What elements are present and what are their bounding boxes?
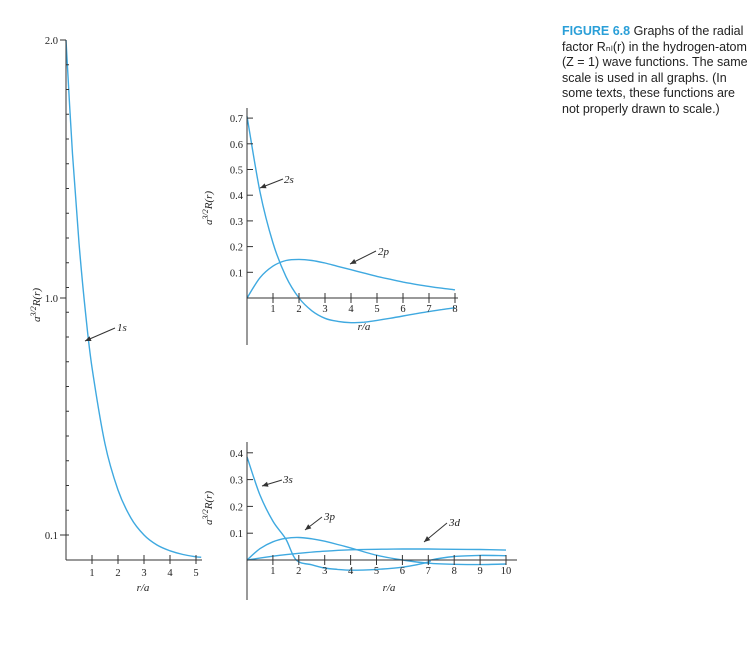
y-axis-title: $a^{3/2}R(r)$ bbox=[201, 190, 215, 226]
panel-2s-2p bbox=[201, 108, 458, 345]
x-tick-label: 8 bbox=[451, 566, 457, 577]
series-arrow-2s bbox=[260, 179, 283, 188]
x-tick-label: 10 bbox=[500, 566, 512, 577]
x-tick-label: 5 bbox=[193, 568, 199, 579]
y-tick-label: 0.1 bbox=[229, 529, 243, 541]
x-tick-label: 9 bbox=[477, 566, 483, 577]
x-tick-label: 3 bbox=[322, 566, 328, 577]
series-label-3s: 3s bbox=[283, 474, 293, 486]
x-tick-label: 1 bbox=[89, 568, 95, 579]
x-tick-label: 3 bbox=[322, 304, 328, 315]
x-tick-label: 2 bbox=[115, 568, 121, 579]
y-tick-label: 0.2 bbox=[229, 502, 243, 514]
y-tick-label: 0.1 bbox=[229, 268, 243, 280]
series-label-3d: 3d bbox=[449, 517, 460, 529]
x-axis-title: r/a bbox=[382, 582, 396, 594]
y-tick-label: 0.2 bbox=[229, 242, 243, 254]
x-tick-label: 6 bbox=[399, 566, 406, 577]
x-tick-label: 2 bbox=[296, 304, 302, 315]
y-axis-title: $a^{3/2}R(r)$ bbox=[29, 287, 43, 323]
y-axis-title: $a^{3/2}R(r)$ bbox=[201, 490, 215, 526]
y-tick-label: 0.1 bbox=[44, 531, 58, 542]
x-tick-label: 4 bbox=[348, 304, 354, 315]
series-arrow-2p bbox=[350, 251, 376, 264]
x-tick-label: 3 bbox=[141, 568, 147, 579]
x-tick-label: 2 bbox=[296, 566, 302, 577]
x-tick-label: 1 bbox=[270, 566, 276, 577]
x-tick-label: 4 bbox=[167, 568, 173, 579]
series-arrow-1s bbox=[85, 328, 115, 341]
y-tick-label: 1.0 bbox=[44, 294, 58, 305]
panel-1s bbox=[29, 36, 202, 594]
y-tick-label: 0.4 bbox=[229, 448, 243, 460]
x-axis-title: r/a bbox=[357, 321, 371, 333]
panel-3s-3p-3d bbox=[201, 442, 517, 600]
y-tick-label: 0.3 bbox=[229, 216, 243, 228]
x-tick-label: 8 bbox=[452, 304, 458, 315]
caption-text: Graphs of the radial factor Rₙₗ(r) in the hydrogen-atom (Z = 1) wave functions. The same scale is used in all graphs. (In some texts, these functions are not properly drawn to scale.) bbox=[562, 24, 748, 116]
series-arrow-3p bbox=[305, 517, 322, 530]
series-label-2p: 2p bbox=[378, 246, 389, 258]
series-line-2p bbox=[247, 259, 455, 298]
y-tick-label: 2.0 bbox=[44, 36, 58, 47]
x-tick-label: 5 bbox=[373, 566, 380, 577]
y-tick-label: 0.3 bbox=[229, 475, 243, 487]
y-tick-label: 0.4 bbox=[229, 191, 243, 203]
y-tick-label: 0.7 bbox=[229, 114, 243, 126]
figure-caption bbox=[562, 24, 748, 118]
x-tick-label: 6 bbox=[400, 304, 406, 315]
x-tick-label: 4 bbox=[347, 566, 354, 577]
series-label-1s: 1s bbox=[117, 322, 127, 334]
x-tick-label: 7 bbox=[426, 304, 432, 315]
series-label-3p: 3p bbox=[324, 511, 335, 523]
x-tick-label: 7 bbox=[425, 566, 431, 577]
series-arrow-3s bbox=[262, 480, 282, 487]
series-arrow-3d bbox=[424, 523, 447, 542]
y-tick-label: 0.5 bbox=[229, 165, 243, 177]
series-line-2s bbox=[247, 116, 458, 322]
series-label-2s: 2s bbox=[284, 174, 294, 186]
x-tick-label: 5 bbox=[374, 304, 380, 315]
x-axis-title: r/a bbox=[136, 582, 150, 594]
figure-label: FIGURE 6.8 bbox=[562, 24, 631, 38]
x-tick-label: 1 bbox=[270, 304, 276, 315]
y-tick-label: 0.6 bbox=[229, 139, 243, 151]
series-line-1s bbox=[66, 40, 201, 557]
